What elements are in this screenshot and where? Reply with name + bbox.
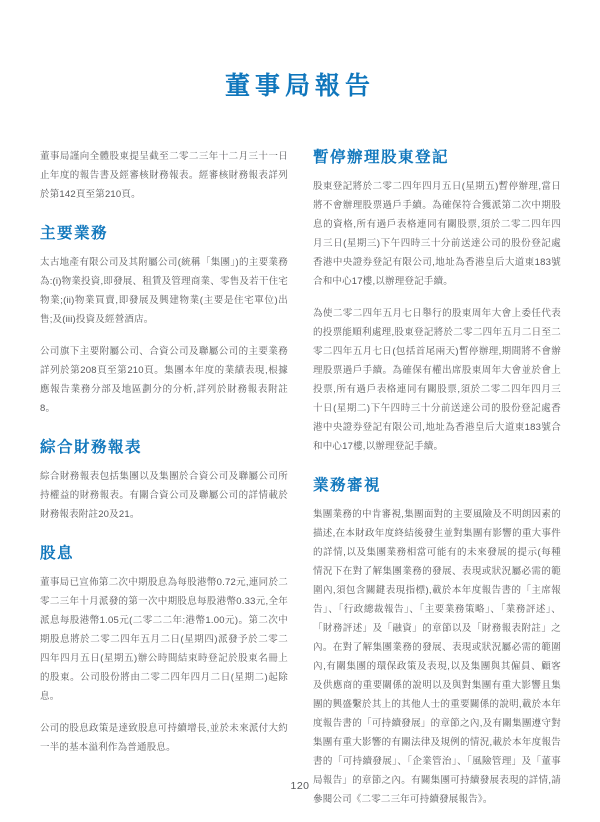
paragraph: 公司旗下主要附屬公司、合資公司及聯屬公司的主要業務詳列於第208頁至第210頁。集團本年度的業績表現,根據應報告業務分部及地區劃分的分析,詳列於財務報表附註8。: [40, 346, 288, 414]
section-closure-of-register: [313, 149, 561, 456]
paragraph: 為使二零二四年五月七日舉行的股東周年大會上委任代表的投票能順利處理,股東登記將於二零二四年五月二日至二零二四年五月七日(包括首尾兩天)暫停辦理,期間將不會辦理股票過戶手續。為確保有權出席股東周年大會並於會上投票,所有過戶表格連同有關股票,須於二零二四年四月三十日(星期二)下午四時三十分前送達公司的股份登記處香港中央證券登記有限公司,地址為香港皇后大道東183號合和中心17樓,以辦理登記手續。: [313, 308, 561, 452]
paragraph: 太古地產有限公司及其附屬公司(統稱「集團」)的主要業務為:(i)物業投資,即發展、租賃及管理商業、零售及若干住宅物業;(ii)物業買賣,即發展及興建物業(主要是住宅單位)出售;及(iii)投資及經營酒店。: [40, 257, 288, 325]
paragraph: 董事局已宣佈第二次中期股息為每股港幣0.72元,連同於二零二三年十月派發的第一次中期股息每股港幣0.33元,全年派息每股港幣1.05元(二零二二年:港幣1.00元)。第二次中期股息將於二零二四年五月二日(星期四)派發予於二零二四年四月五日(星期五)辦公時間結束時登記於股東名冊上的股東。公司股份將由二零二四年四月二日(星期二)起除息。: [40, 577, 288, 702]
section-consolidated-financial-statements: [40, 439, 288, 524]
section-heading-principal-activities: 主要業務: [40, 225, 109, 242]
section-business-review: [313, 477, 561, 809]
left-column: [40, 147, 288, 822]
section-heading-business-review: 業務審視: [313, 477, 382, 494]
page-number: 120: [290, 780, 310, 792]
section-principal-activities: [40, 225, 288, 418]
paragraph: 綜合財務報表包括集團以及集團於合資公司及聯屬公司所持權益的財務報表。有關合資公司及聯屬公司的詳情載於財務報表附註20及21。: [40, 471, 288, 520]
right-column: [313, 147, 561, 822]
section-heading-consolidated-financial-statements: 綜合財務報表: [40, 439, 143, 456]
section-dividends: [40, 545, 288, 757]
paragraph: 公司的股息政策是達致股息可持續增長,並於未來派付大約一半的基本溢利作為普通股息。: [40, 723, 288, 753]
section-heading-closure-of-register: 暫停辦理股東登記: [313, 149, 450, 166]
paragraph: 集團業務的中肯審視,集團面對的主要風險及不明朗因素的描述,在本財政年度終結後發生並對集團有影響的重大事件的詳情,以及集團業務相當可能有的未來發展的提示(每種情況下在對了解集團業務的發展、表現或狀況屬必需的範圍內,須包含關鍵表現指標),載於本年度報告書的「主席報告」、「行政總裁報告」、「主要業務策略」、「業務評述」、「財務評述」及「融資」的章節以及「財務報表附註」之內。在對了解集團業務的發展、表現或狀況屬必需的範圍內,有關集團的環保政策及表現,以及集團與其僱員、顧客及供應商的重要關係的說明以及與對集團有重大影響且集團的興盛繫於其上的其他人士的重要關係的說明,載於本年度報告書的「可持續發展」的章節之內,及有關集團遵守對集團有重大影響的有關法律及規例的情況,載於本年度報告書的「可持續發展」、「企業管治」、「風險管理」及「董事局報告」的章節之內。有關集團可持續發展表現的詳情,請參閱公司《二零二三年可持續發展報告》。: [313, 509, 561, 805]
document-body: [0, 100, 600, 822]
paragraph: 股東登記將於二零二四年四月五日(星期五)暫停辦理,當日將不會辦理股票過戶手續。為確保符合獲派第二次中期股息的資格,所有過戶表格連同有關股票,須於二零二四年四月三日(星期三)下午四時三十分前送達公司的股份登記處香港中央證券登記有限公司,地址為香港皇后大道東183號合和中心17樓,以辦理登記手續。: [313, 181, 561, 287]
page-title: 董事局報告: [224, 72, 375, 100]
section-heading-dividends: 股息: [40, 545, 75, 562]
intro-paragraph: 董事局謹向全體股東提呈截至二零二三年十二月三十一日止年度的報告書及經審核財務報表。經審核財務報表詳列於第142頁至第210頁。: [40, 151, 288, 200]
